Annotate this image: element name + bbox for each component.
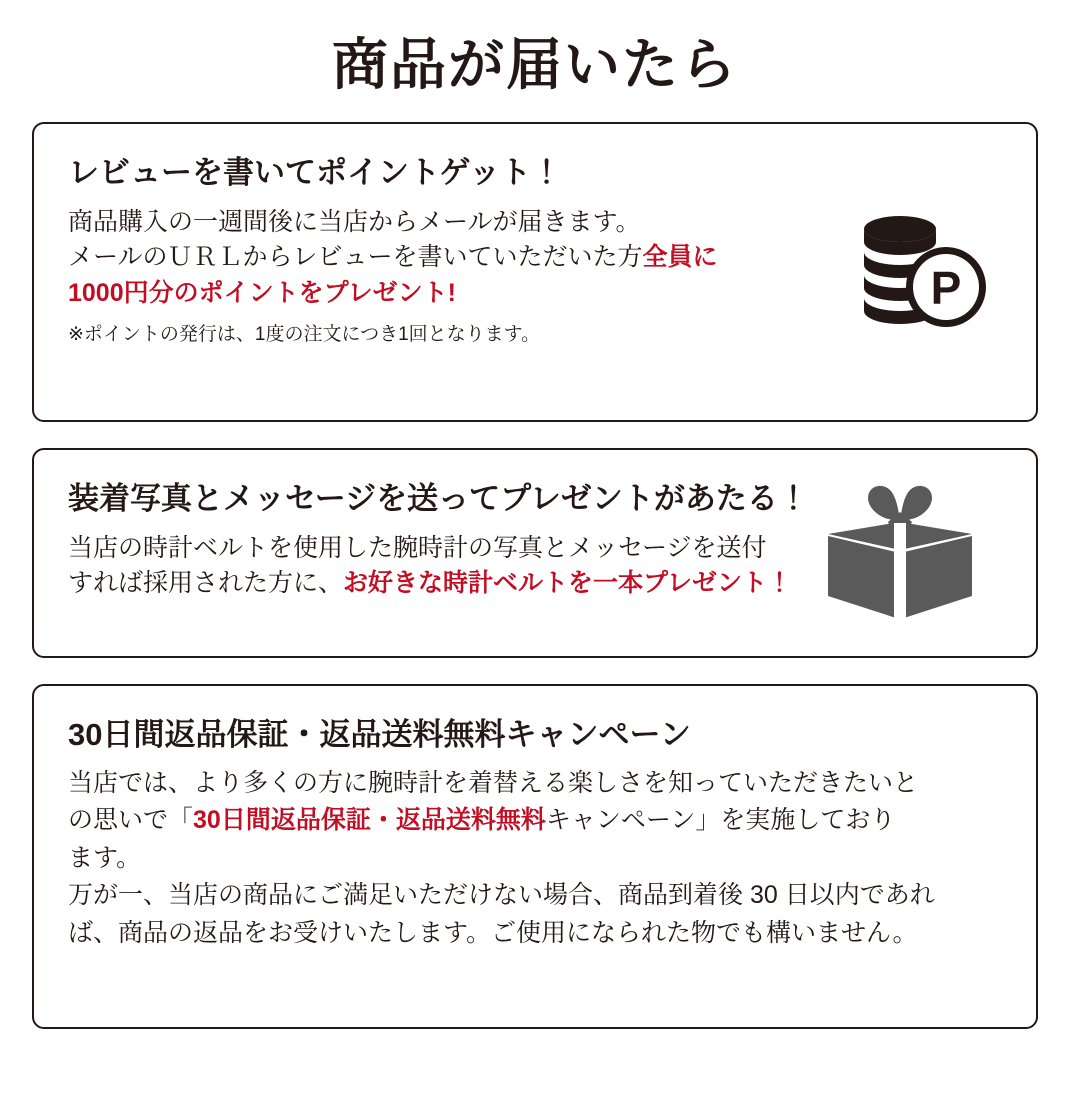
page-title: 商品が届いたら (332, 33, 738, 96)
body-text: 当店では、より多くの方に腕時計を着替える楽しさを知っていただきたいと (68, 768, 919, 797)
body-text-emphasis: 1000円分のポイントをプレゼント! (68, 278, 456, 307)
card-body (68, 205, 858, 312)
body-text: ば、商品の返品をお受けいたします。ご使用になられた物でも構いません。 (68, 918, 918, 947)
body-text: 商品購入の一週間後に当店からメールが届きます。 (68, 207, 641, 236)
body-line (68, 531, 868, 567)
body-line (68, 276, 858, 312)
card-text-block (68, 154, 858, 347)
body-line (68, 765, 1028, 803)
card-note: ※ポイントの発行は、1度の注文につき1回となります。 (68, 324, 541, 346)
return-guarantee-card (32, 684, 1038, 1029)
body-line (68, 802, 1028, 840)
body-text: 当店の時計ベルトを使用した腕時計の写真とメッセージを送付 (68, 533, 767, 562)
body-text: 万が一、当店の商品にご満足いただけない場合、商品到着後 30 日以内であれ (68, 881, 935, 910)
body-text-emphasis: 全員に (642, 243, 718, 272)
body-line (68, 240, 858, 276)
card-text-block (68, 480, 868, 602)
review-points-card (32, 122, 1038, 422)
body-text: すれば採用された方に、 (68, 569, 344, 598)
card-body (68, 765, 1028, 953)
body-text: の思いで「 (68, 806, 194, 835)
card-body (68, 531, 868, 602)
body-line (68, 840, 1028, 878)
body-line (68, 877, 1028, 915)
card-heading: 装着写真とメッセージを送ってプレゼントがあたる！ (68, 480, 809, 516)
body-text: ます。 (68, 843, 142, 872)
card-text-block (68, 716, 1028, 953)
photo-message-present-card (32, 448, 1038, 658)
body-text: メールのＵＲＬからレビューを書いていただいた方 (68, 243, 643, 272)
svg-text:P: P (930, 261, 962, 314)
body-line (68, 915, 1028, 953)
body-line (68, 205, 858, 241)
gift-box-icon (810, 478, 990, 628)
coins-p-icon (840, 207, 990, 337)
body-text-emphasis: 30日間返品保証・返品送料無料 (193, 806, 546, 835)
body-text: キャンペーン」を実施しており (545, 806, 896, 835)
body-text-emphasis: お好きな時計ベルトを一本プレゼント！ (343, 569, 793, 598)
card-heading: 30日間返品保証・返品送料無料キャンペーン (68, 716, 691, 752)
card-heading: レビューを書いてポイントゲット！ (68, 154, 563, 190)
page-root (0, 34, 1070, 1104)
body-line (68, 566, 868, 602)
